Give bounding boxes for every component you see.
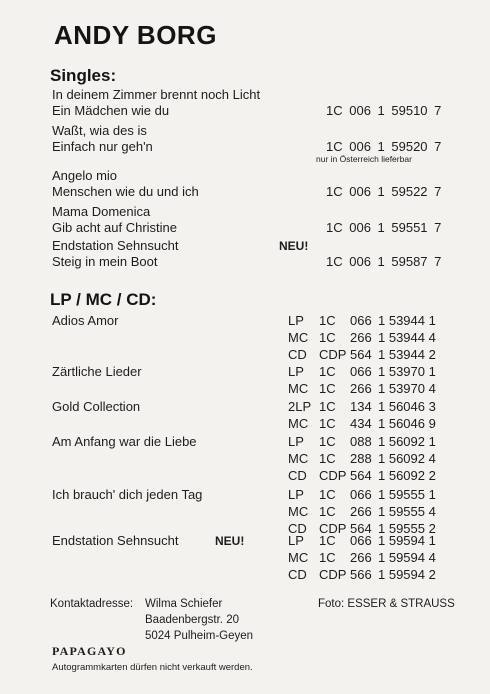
album-prefix: 1C	[319, 487, 336, 502]
album-prefix: 1C	[319, 434, 336, 449]
album-format: CD	[288, 347, 307, 362]
album-catalog-number: 1 59555 4	[378, 504, 436, 519]
album-format: MC	[288, 330, 309, 345]
album-format: CD	[288, 521, 307, 536]
album-prefix: 1C	[319, 416, 336, 431]
album-series: 564	[350, 347, 372, 362]
album-prefix: 1C	[319, 533, 336, 548]
album-catalog-number: 1 56046 9	[378, 416, 436, 431]
album-catalog-number: 1 56092 4	[378, 451, 436, 466]
single-catalog-number: 1C 006 1 59520 7	[326, 139, 442, 154]
new-badge: NEU!	[279, 239, 309, 253]
album-series: 066	[350, 487, 372, 502]
album-catalog-number: 1 59594 1	[378, 533, 436, 548]
album-catalog-number: 1 56092 2	[378, 468, 436, 483]
single-a-side: Angelo mio	[52, 168, 118, 183]
album-title: Endstation Sehnsucht	[52, 533, 179, 548]
album-series: 066	[350, 533, 372, 548]
album-format: LP	[288, 364, 304, 379]
album-format: LP	[288, 533, 304, 548]
album-prefix: CDP	[319, 521, 347, 536]
single-catalog-number: 1C 006 1 59510 7	[326, 103, 442, 118]
single-catalog-number: 1C 006 1 59587 7	[326, 254, 442, 269]
album-prefix: 1C	[319, 330, 336, 345]
album-catalog-number: 1 53944 4	[378, 330, 436, 345]
album-series: 564	[350, 521, 372, 536]
album-prefix: 1C	[319, 504, 336, 519]
singles-heading: Singles:	[50, 66, 117, 85]
album-series: 266	[350, 504, 372, 519]
single-b-side: Steig in mein Boot	[52, 254, 158, 269]
album-format: CD	[288, 567, 307, 582]
photo-credit: Foto: ESSER & STRAUSS	[318, 598, 455, 610]
single-a-side: In deinem Zimmer brennt noch Licht	[52, 87, 261, 102]
artist-name: ANDY BORG	[54, 20, 217, 50]
album-series: 066	[350, 313, 372, 328]
album-format: MC	[288, 416, 309, 431]
papagayo-logo: PAPAGAYO	[52, 644, 127, 658]
album-series: 288	[350, 451, 372, 466]
album-catalog-number: 1 53970 1	[378, 364, 436, 379]
album-catalog-number: 1 59555 1	[378, 487, 436, 502]
contact-label: Kontaktadresse:	[50, 598, 134, 610]
single-a-side: Endstation Sehnsucht	[52, 238, 179, 253]
album-format: MC	[288, 451, 309, 466]
album-prefix: CDP	[319, 468, 347, 483]
single-availability-note: nur in Österreich lieferbar	[316, 154, 412, 164]
contact-street: Baadenbergstr. 20	[145, 614, 239, 626]
album-catalog-number: 1 59594 2	[378, 567, 436, 582]
album-format: 2LP	[288, 399, 312, 414]
album-prefix: 1C	[319, 313, 336, 328]
single-b-side: Einfach nur geh'n	[52, 139, 153, 154]
contact-city: 5024 Pulheim-Geyen	[145, 630, 254, 642]
album-series: 434	[350, 416, 372, 431]
album-prefix: 1C	[319, 451, 336, 466]
album-catalog-number: 1 59594 4	[378, 550, 436, 565]
album-title: Zärtliche Lieder	[52, 364, 142, 379]
album-series: 266	[350, 330, 372, 345]
lp-mc-cd-heading: LP / MC / CD:	[50, 290, 157, 309]
album-series: 566	[350, 567, 372, 582]
album-catalog-number: 1 56092 1	[378, 434, 436, 449]
album-series: 066	[350, 364, 372, 379]
album-title: Gold Collection	[52, 399, 141, 414]
single-a-side: Waßt, wia des is	[52, 123, 147, 138]
album-catalog-number: 1 53970 4	[378, 381, 436, 396]
album-series: 266	[350, 550, 372, 565]
album-prefix: 1C	[319, 381, 336, 396]
new-badge: NEU!	[215, 534, 245, 548]
album-format: MC	[288, 550, 309, 565]
single-catalog-number: 1C 006 1 59551 7	[326, 220, 442, 235]
album-title: Adios Amor	[52, 313, 119, 328]
single-a-side: Mama Domenica	[52, 204, 151, 219]
album-format: LP	[288, 487, 304, 502]
album-title: Ich brauch' dich jeden Tag	[52, 487, 203, 502]
album-format: MC	[288, 381, 309, 396]
album-series: 134	[350, 399, 372, 414]
album-catalog-number: 1 59555 2	[378, 521, 436, 536]
album-prefix: CDP	[319, 567, 347, 582]
single-catalog-number: 1C 006 1 59522 7	[326, 184, 442, 199]
disclaimer-text: Autogrammkarten dürfen nicht verkauft werden.	[52, 662, 253, 673]
album-format: LP	[288, 313, 304, 328]
album-prefix: CDP	[319, 347, 347, 362]
album-prefix: 1C	[319, 364, 336, 379]
contact-name: Wilma Schiefer	[145, 598, 223, 610]
album-prefix: 1C	[319, 550, 336, 565]
album-catalog-number: 1 56046 3	[378, 399, 436, 414]
album-prefix: 1C	[319, 399, 336, 414]
album-format: LP	[288, 434, 304, 449]
album-series: 266	[350, 381, 372, 396]
album-catalog-number: 1 53944 1	[378, 313, 436, 328]
album-series: 564	[350, 468, 372, 483]
album-series: 088	[350, 434, 372, 449]
album-format: MC	[288, 504, 309, 519]
album-format: CD	[288, 468, 307, 483]
single-b-side: Menschen wie du und ich	[52, 184, 199, 199]
album-title: Am Anfang war die Liebe	[52, 434, 197, 449]
album-catalog-number: 1 53944 2	[378, 347, 436, 362]
single-b-side: Ein Mädchen wie du	[52, 103, 170, 118]
single-b-side: Gib acht auf Christine	[52, 220, 178, 235]
